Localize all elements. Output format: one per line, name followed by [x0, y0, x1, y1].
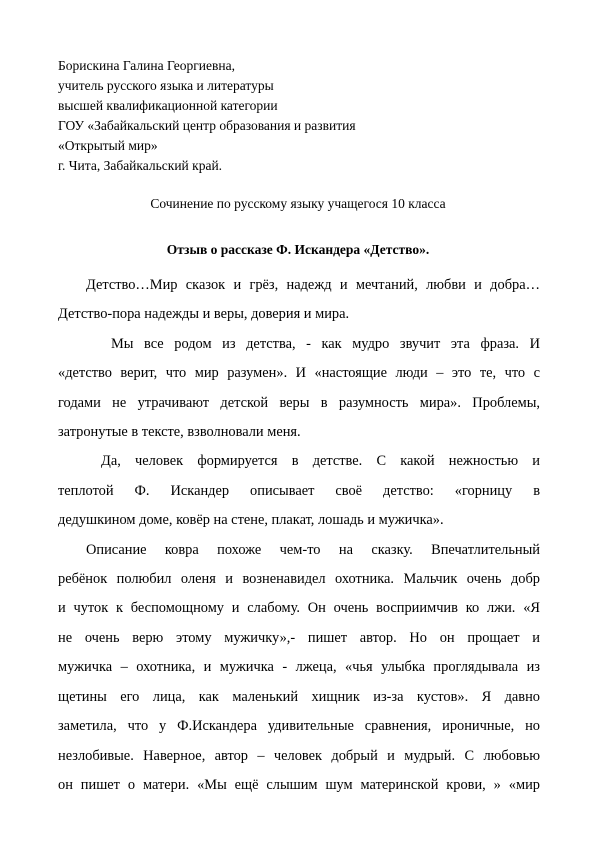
- paragraph-3: [58, 447, 540, 535]
- paragraph-line: и чуток к беспомощному и слабому. Он очень восприимчив ко лжи. «Я: [58, 600, 540, 617]
- paragraph-line: годами не утрачивают детской веры в разумность мира». Проблемы,: [58, 394, 540, 411]
- author-position: учитель русского языка и литературы: [58, 78, 274, 93]
- paragraph-2: [58, 330, 540, 448]
- author-location: г. Чита, Забайкальский край.: [58, 158, 223, 173]
- paragraph-line: не очень верю этому мужичку»,- пишет автор. Но он прощает и: [58, 629, 540, 646]
- essay-body: [58, 271, 540, 800]
- paragraph-line: заметила, что у Ф.Искандера удивительные сравнения, ироничные, но: [58, 718, 540, 735]
- paragraph-4: [58, 536, 540, 801]
- paragraph-line: затронутые в тексте, взволновали меня.: [58, 424, 301, 441]
- paragraph-line: Детство…Мир сказок и грёз, надежд и мечтаний, любви и добра…: [86, 277, 540, 293]
- essay-subtitle: Сочинение по русскому языку учащегося 10 класса: [150, 196, 446, 211]
- author-name: Борискина Галина Георгиевна,: [58, 58, 235, 73]
- paragraph-line: Да, человек формируется в детстве. С какой нежностью и: [101, 453, 540, 470]
- paragraph-line: он пишет о матери. «Мы ещё слышим шум материнской крови, » «мир: [58, 776, 540, 793]
- paragraph-line: мужичка – охотника, и мужичка - лжеца, «чья улыбка проглядывала из: [58, 659, 540, 676]
- paragraph-line: Детство-пора надежды и веры, доверия и мира.: [58, 306, 350, 323]
- author-info: [58, 56, 538, 176]
- essay-title: Отзыв о рассказе Ф. Искандера «Детство».: [166, 242, 430, 257]
- paragraph-1: [58, 271, 540, 330]
- paragraph-line: Описание ковра похоже чем-то на сказку. Впечатлительный: [86, 541, 540, 558]
- author-organization-name: «Открытый мир»: [58, 138, 158, 153]
- author-qualification: высшей квалификационной категории: [58, 98, 278, 113]
- paragraph-line: незлобивые. Наверное, автор – человек добрый и мудрый. С любовью: [58, 747, 540, 764]
- paragraph-line: дедушкином доме, ковёр на стене, плакат, лошадь и мужичка».: [58, 512, 444, 529]
- paragraph-line: «детство верит, что мир разумен». И «настоящие люди – это те, что с: [58, 365, 540, 382]
- author-organization: ГОУ «Забайкальский центр образования и развития: [58, 118, 356, 133]
- paragraph-line: теплотой Ф. Искандер описывает своё детство: «горницу в: [58, 482, 540, 499]
- paragraph-line: ребёнок полюбил оленя и возненавидел охотника. Мальчик очень добр: [58, 571, 540, 588]
- paragraph-line: щетины его лица, как маленький хищник из-за кустов». Я давно: [58, 688, 540, 705]
- paragraph-line: Мы все родом из детства, - как мудро звучит эта фраза. И: [111, 335, 540, 352]
